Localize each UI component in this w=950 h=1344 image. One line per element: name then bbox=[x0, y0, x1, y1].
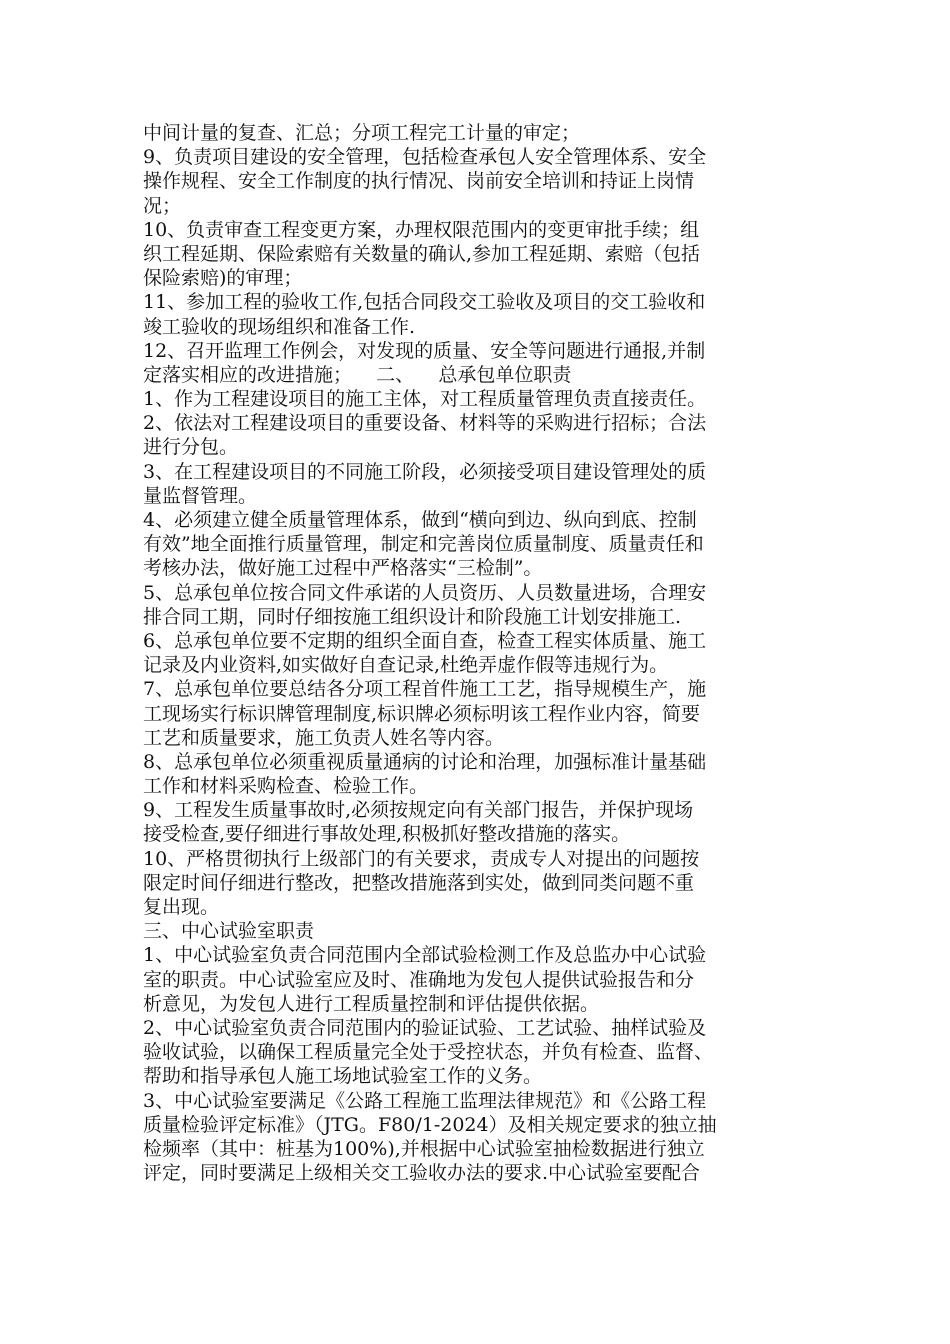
text-line: 1、中心试验室负责合同范围内全部试验检测工作及总监办中心试验 bbox=[143, 944, 707, 967]
text-line: 1、作为工程建设项目的施工主体，对工程质量管理负责直接责任。 bbox=[143, 388, 707, 411]
text-line: 量监督管理。 bbox=[143, 484, 258, 507]
text-line: 质量检验评定标准》（JTG。F80/1-2024）及相关规定要求的独立抽 bbox=[143, 1113, 717, 1136]
text-line: 排合同工期，同时仔细按施工组织设计和阶段施工计划安排施工. bbox=[143, 605, 682, 628]
text-line: 4、必须建立健全质量管理体系，做到“横向到边、纵向到底、控制 bbox=[143, 509, 697, 531]
text-line: 记录及内业资料,如实做好自查记录,杜绝弄虚作假等违规行为。 bbox=[143, 654, 669, 677]
text-line: 验收试验，以确保工程质量完全处于受控状态，并负有检查、监督、 bbox=[143, 1041, 714, 1064]
text-line: 操作规程、安全工作制度的执行情况、岗前安全培训和持证上岗情 bbox=[143, 170, 695, 193]
text-line: 中间计量的复查、汇总；分项工程完工计量的审定； bbox=[143, 122, 581, 144]
text-line: 11、参加工程的验收工作,包括合同段交工验收及项目的交工验收和 bbox=[143, 291, 706, 314]
text-line: 3、在工程建设项目的不同施工阶段，必须接受项目建设管理处的质 bbox=[143, 460, 707, 483]
text-line: 三、中心试验室职责 bbox=[143, 920, 315, 943]
text-line: 复出现。 bbox=[143, 896, 220, 918]
text-line: 7、总承包单位要总结各分项工程首件施工工艺，指导规模生产，施 bbox=[143, 678, 707, 701]
text-line: 限定时间仔细进行整改，把整改措施落到实处，做到同类问题不重 bbox=[143, 871, 695, 894]
text-line: 9、工程发生质量事故时,必须按规定向有关部门报告，并保护现场 bbox=[143, 799, 694, 822]
text-line: 工现场实行标识牌管理制度,标识牌必须标明该工程作业内容，简要 bbox=[143, 702, 701, 725]
text-line: 6、总承包单位要不定期的组织全面自查，检查工程实体质量、施工 bbox=[143, 629, 707, 652]
text-line: 定落实相应的改进措施； 二、 总承包单位职责 bbox=[143, 363, 572, 386]
text-line: 有效”地全面推行质量管理，制定和完善岗位质量制度、质量责任和 bbox=[143, 533, 704, 556]
text-line: 检频率（其中：桩基为100%),并根据中心试验室抽检数据进行独立 bbox=[143, 1137, 705, 1160]
text-line: 考核办法，做好施工过程中严格落实“三检制”。 bbox=[143, 557, 543, 580]
text-line: 12、召开监理工作例会，对发现的质量、安全等问题进行通报,并制 bbox=[143, 339, 706, 362]
text-line: 3、中心试验室要满足《公路工程施工监理法律规范》和《公路工程 bbox=[143, 1089, 707, 1112]
text-line: 9、负责项目建设的安全管理，包括检查承包人安全管理体系、安全 bbox=[143, 146, 707, 169]
text-line: 保险索赔)的审理； bbox=[143, 267, 303, 290]
text-line: 5、总承包单位按合同文件承诺的人员资历、人员数量进场，合理安 bbox=[143, 581, 707, 604]
text-line: 10、严格贯彻执行上级部门的有关要求，责成专人对提出的问题按 bbox=[143, 847, 700, 870]
text-line: 竣工验收的现场组织和准备工作. bbox=[143, 315, 416, 338]
document-body bbox=[143, 121, 823, 1185]
text-line: 10、负责审查工程变更方案，办理权限范围内的变更审批手续；组 bbox=[143, 218, 700, 241]
text-line: 工作和材料采购检查、检验工作。 bbox=[143, 775, 429, 798]
text-line: 析意见，为发包人进行工程质量控制和评估提供依据。 bbox=[143, 992, 600, 1015]
text-line: 2、中心试验室负责合同范围内的验证试验、工艺试验、抽样试验及 bbox=[143, 1016, 707, 1039]
text-line: 况； bbox=[143, 194, 182, 217]
text-line: 2、依法对工程建设项目的重要设备、材料等的采购进行招标；合法 bbox=[143, 412, 707, 435]
text-line: 8、总承包单位必须重视质量通病的讨论和治理，加强标准计量基础 bbox=[143, 750, 707, 773]
text-line: 室的职责。中心试验室应及时、准确地为发包人提供试验报告和分 bbox=[143, 968, 695, 991]
text-line: 工艺和质量要求，施工负责人姓名等内容。 bbox=[143, 726, 505, 749]
text-line: 接受检查,要仔细进行事故处理,积极抓好整改措施的落实。 bbox=[143, 823, 631, 846]
text-line: 织工程延期、保险索赔有关数量的确认,参加工程延期、索赔（包括 bbox=[143, 242, 701, 265]
text-line: 进行分包。 bbox=[143, 436, 239, 459]
text-line: 评定，同时要满足上级相关交工验收办法的要求.中心试验室要配合 bbox=[143, 1162, 701, 1185]
text-line: 帮助和指导承包人施工场地试验室工作的义务。 bbox=[143, 1065, 543, 1088]
